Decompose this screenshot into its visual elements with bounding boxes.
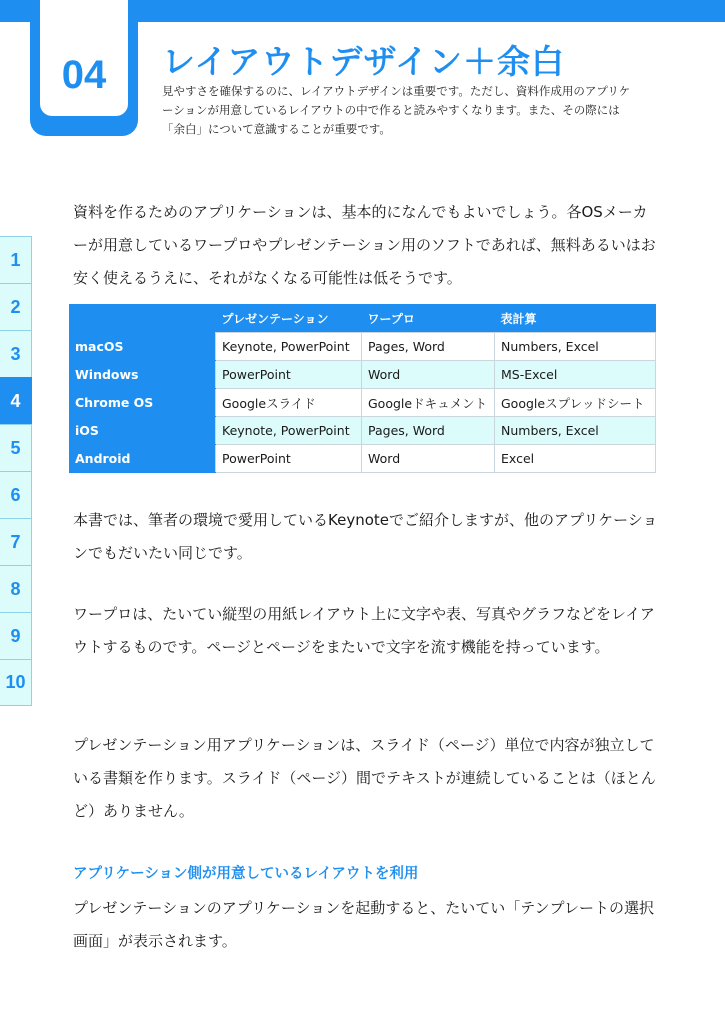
page-subtitle: 見やすさを確保するのに、レイアウトデザインは重要です。ただし、資料作成用のアプリケーションが用意しているレイアウトの中で作ると読みやすくなります。また、その際には「余白」について意識することが重要です。 xyxy=(162,84,631,136)
table-row-os: Windows xyxy=(69,361,216,389)
chapter-tab xyxy=(30,0,138,136)
table-header-cell: ワープロ xyxy=(362,304,495,333)
chapter-tab-10[interactable]: 10 xyxy=(0,659,32,706)
table-row xyxy=(69,417,656,445)
table-header-cell: プレゼンテーション xyxy=(216,304,362,333)
table-cell: MS-Excel xyxy=(495,361,656,389)
table-row xyxy=(69,389,656,417)
table-cell: Pages, Word xyxy=(362,333,495,361)
table-cell: PowerPoint xyxy=(216,361,362,389)
table-row xyxy=(69,361,656,389)
table-row-os: macOS xyxy=(69,333,216,361)
chapter-tab-2[interactable]: 2 xyxy=(0,283,32,330)
chapter-tab-6[interactable]: 6 xyxy=(0,471,32,518)
table-row-os: iOS xyxy=(69,417,216,445)
chapter-tab-4[interactable]: 4 xyxy=(0,377,32,424)
chapter-tab-3[interactable]: 3 xyxy=(0,330,32,377)
table-cell: Googleスライド xyxy=(216,389,362,417)
table-cell: Pages, Word xyxy=(362,417,495,445)
table-row-os: Chrome OS xyxy=(69,389,216,417)
chapter-tab-8[interactable]: 8 xyxy=(0,565,32,612)
table-row xyxy=(69,445,656,473)
table-header-row xyxy=(69,304,656,333)
chapter-number: 04 xyxy=(61,53,107,97)
section-heading: アプリケーション側が用意しているレイアウトを利用 xyxy=(73,866,419,882)
table-row-os: Android xyxy=(69,445,216,473)
chapter-tab-5[interactable]: 5 xyxy=(0,424,32,471)
application-table xyxy=(69,304,656,473)
table-cell: Keynote, PowerPoint xyxy=(216,417,362,445)
paragraph-presentation: プレゼンテーション用アプリケーションは、スライド（ページ）単位で内容が独立している書類を作ります。スライド（ページ）間でテキストが連続していることは（ほとんど）ありません。 xyxy=(73,736,656,820)
paragraph-keynote: 本書では、筆者の環境で愛用しているKeynoteでご紹介しますが、他のアプリケーションでもだいたい同じです。 xyxy=(73,511,658,562)
table-cell: Numbers, Excel xyxy=(495,417,656,445)
chapter-tab-7[interactable]: 7 xyxy=(0,518,32,565)
chapter-side-tabs xyxy=(0,236,32,706)
table-header-cell: 表計算 xyxy=(495,304,656,333)
table-header-cell xyxy=(69,304,216,333)
table-cell: PowerPoint xyxy=(216,445,362,473)
paragraph-intro: 資料を作るためのアプリケーションは、基本的になんでもよいでしょう。各OSメーカーが用意しているワープロやプレゼンテーション用のソフトであれば、無料あるいはお安く使えるうえに、それがなくなる可能性は低そうです。 xyxy=(73,203,656,287)
table-cell: Word xyxy=(362,361,495,389)
table-cell: Numbers, Excel xyxy=(495,333,656,361)
table-cell: Googleスプレッドシート xyxy=(495,389,656,417)
table-cell: Word xyxy=(362,445,495,473)
table-cell: Googleドキュメント xyxy=(362,389,495,417)
table-cell: Keynote, PowerPoint xyxy=(216,333,362,361)
table-row xyxy=(69,333,656,361)
page-title: レイアウトデザイン＋余白 xyxy=(162,42,566,81)
table-cell: Excel xyxy=(495,445,656,473)
chapter-tab-9[interactable]: 9 xyxy=(0,612,32,659)
paragraph-template: プレゼンテーションのアプリケーションを起動すると、たいてい「テンプレートの選択画面」が表示されます。 xyxy=(73,899,654,950)
paragraph-wordprocessor: ワープロは、たいてい縦型の用紙レイアウト上に文字や表、写真やグラフなどをレイアウトするものです。ページとページをまたいで文字を流す機能を持っています。 xyxy=(73,605,655,656)
chapter-tab-1[interactable]: 1 xyxy=(0,236,32,283)
